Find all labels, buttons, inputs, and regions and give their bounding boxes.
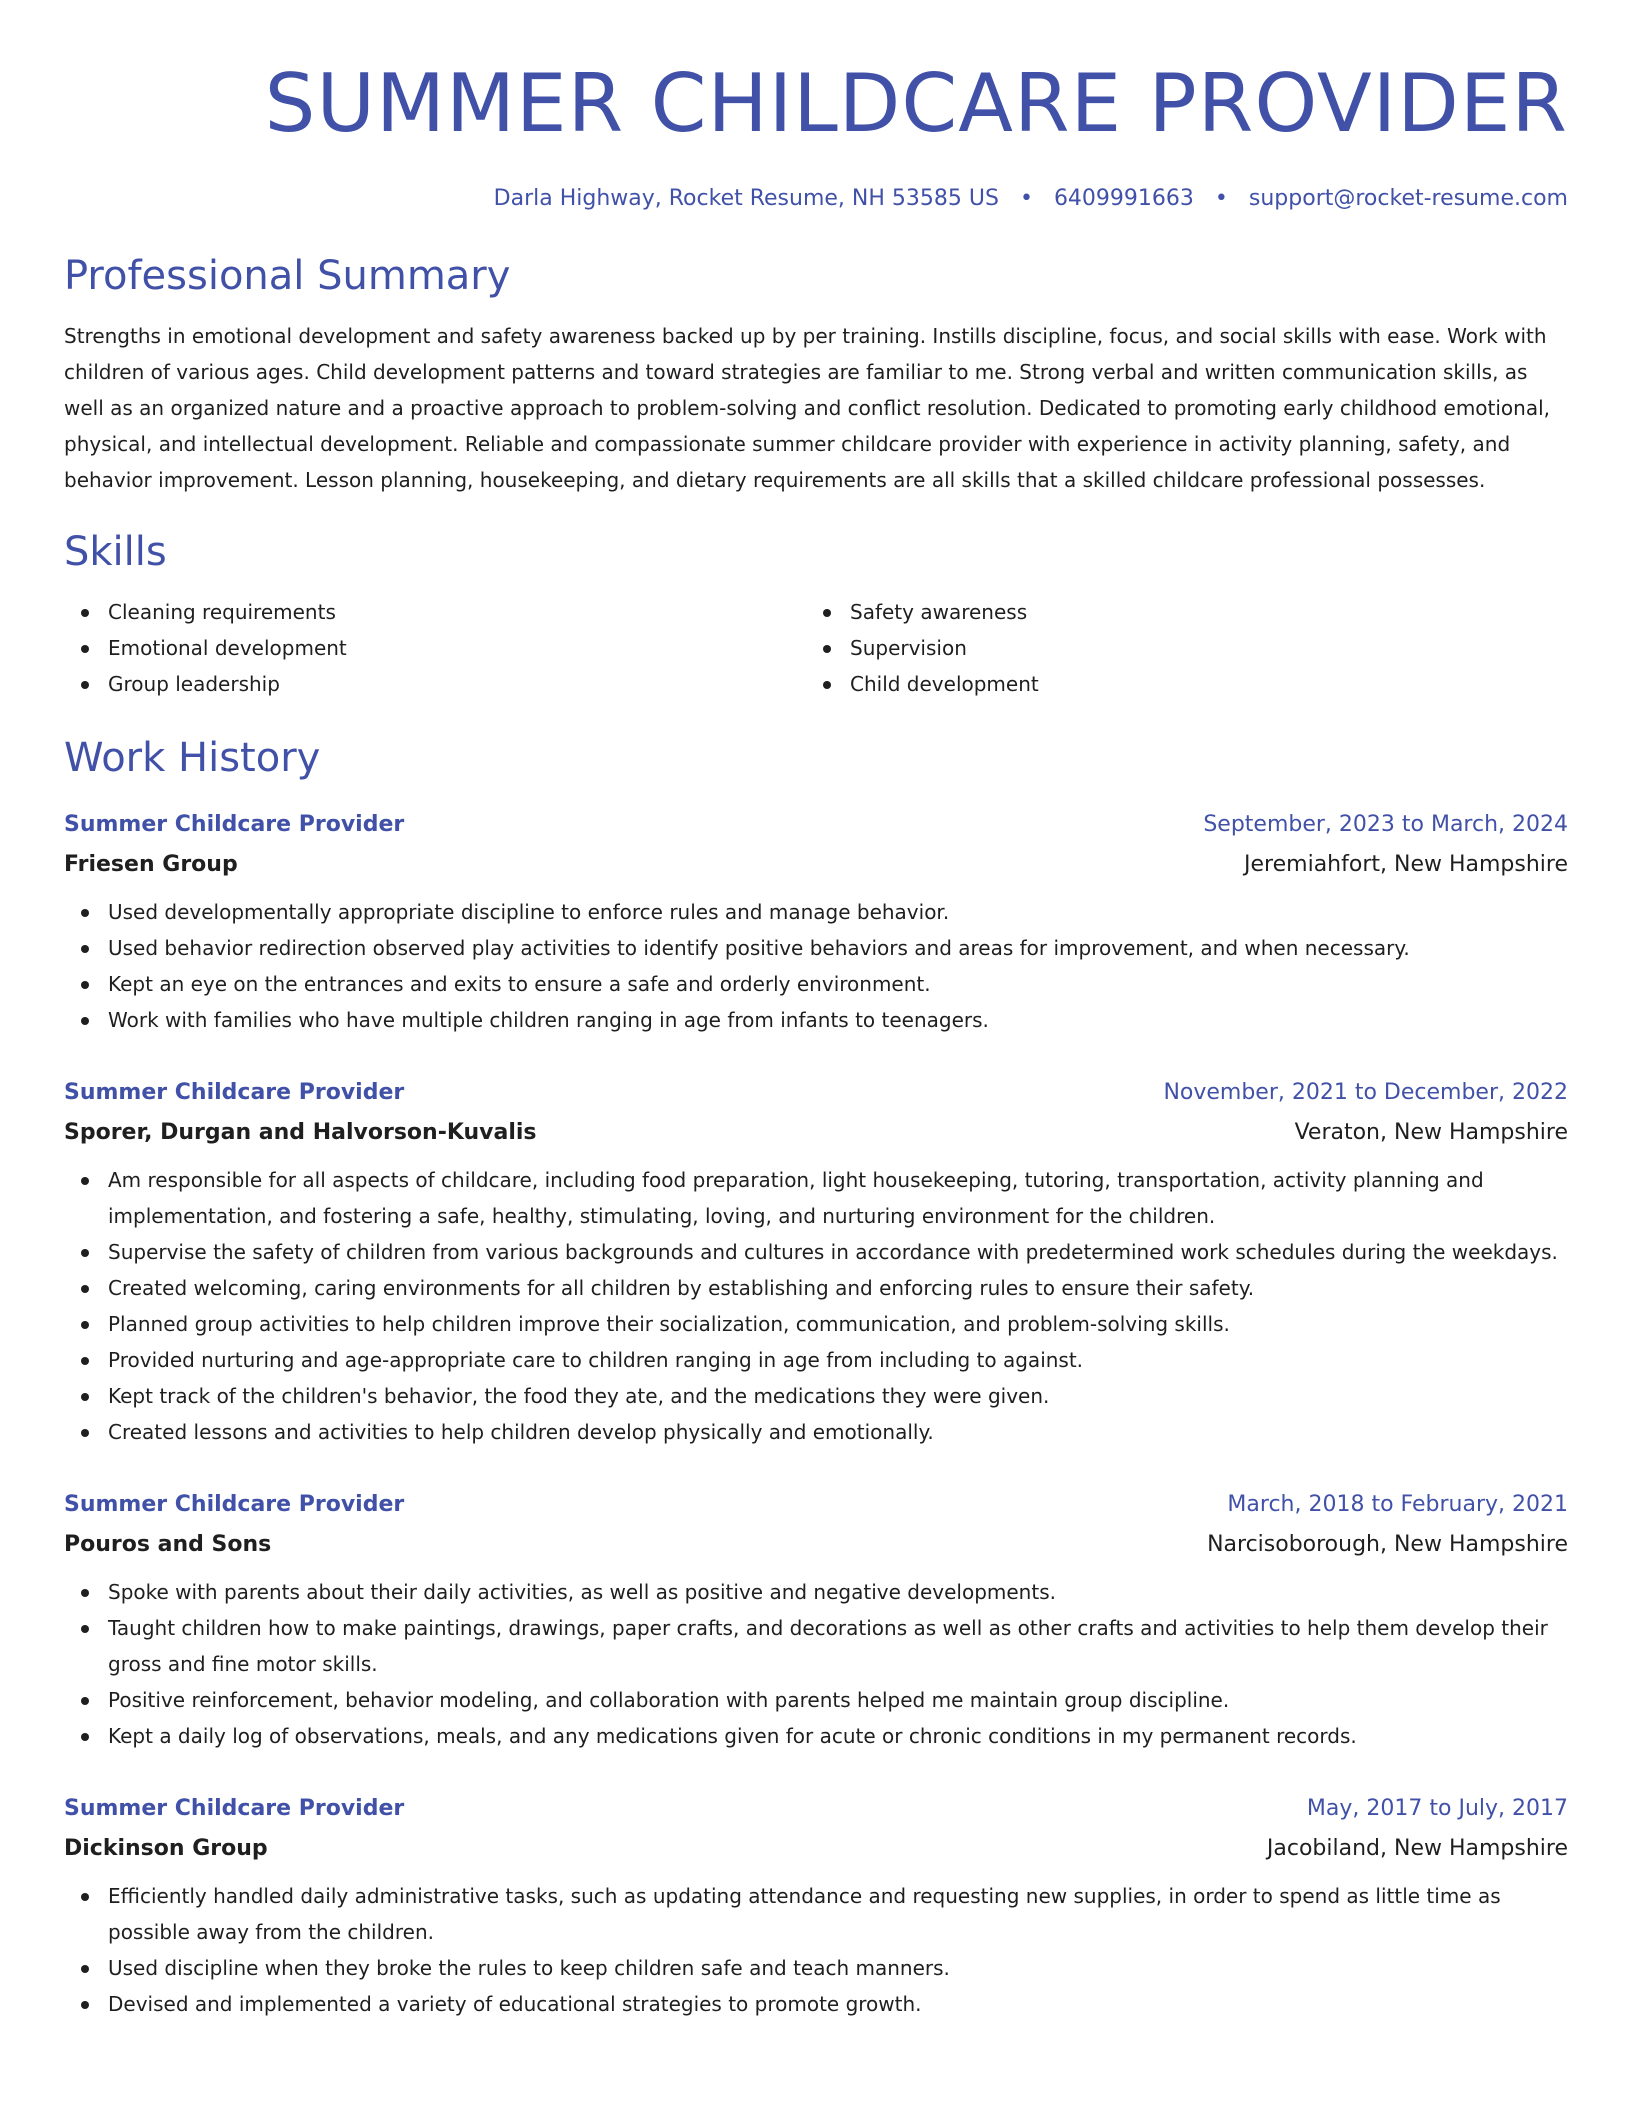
summary-text: Strengths in emotional development and safety awareness backed up by per training. Instills discipline, focus, and social skills with ease. Work with children of various ages. Child development patterns and toward strategies are familiar to me. Strong verbal and written communication skills, as well as an organized nature and a proactive approach to problem-solving and conflict resolution. Dedicated to promoting early childhood emotional, physical, and intellectual development. Reliable and compassionate summer childcare provider with experience in activity planning, safety, and behavior improvement. Lesson planning, housekeeping, and dietary requirements are all skills that a skilled childcare professional possesses.	[64, 324, 1551, 492]
job-bullet: Positive reinforcement, behavior modeling, and collaboration with parents helped me maintain group discipline.	[64, 1682, 1568, 1718]
job-bullets	[64, 1162, 1568, 1450]
job-title: Summer Childcare Provider	[64, 812, 405, 837]
job-bullet: Spoke with parents about their daily activities, as well as positive and negative developments.	[64, 1574, 1568, 1610]
job-title: Summer Childcare Provider	[64, 1080, 405, 1105]
job-subheader	[64, 1834, 1568, 1864]
job-bullet: Am responsible for all aspects of childcare, including food preparation, light housekeeping, tutoring, transportation, activity planning and implementation, and fostering a safe, healthy, stimulating, loving, and nurturing environment for the children.	[64, 1162, 1568, 1234]
job-location: Jeremiahfort, New Hampshire	[1244, 852, 1568, 877]
work-history-heading: Work History	[64, 735, 321, 781]
job-bullets	[64, 1878, 1568, 2022]
job-subheader	[64, 1118, 1568, 1148]
skills-heading: Skills	[64, 529, 167, 575]
skill-item: Cleaning requirements	[64, 594, 806, 630]
job-dates: September, 2023 to March, 2024	[1203, 812, 1568, 837]
job-header	[64, 1078, 1568, 1108]
job-subheader	[64, 850, 1568, 880]
job-location: Jacobiland, New Hampshire	[1266, 1836, 1568, 1861]
skills-list	[64, 594, 1568, 702]
job-entry	[64, 1078, 1568, 1450]
job-bullet: Created lessons and activities to help children develop physically and emotionally.	[64, 1414, 1568, 1450]
job-bullet: Planned group activities to help children improve their socialization, communication, and problem-solving skills.	[64, 1306, 1568, 1342]
job-bullets	[64, 1574, 1568, 1754]
job-company: Friesen Group	[64, 852, 238, 877]
job-bullet: Kept an eye on the entrances and exits to ensure a safe and orderly environment.	[64, 966, 1568, 1002]
skill-item: Child development	[806, 666, 1548, 702]
skill-item: Supervision	[806, 630, 1548, 666]
job-bullets	[64, 894, 1568, 1038]
job-company: Sporer, Durgan and Halvorson-Kuvalis	[64, 1120, 537, 1145]
contact-address: Darla Highway, Rocket Resume, NH 53585 US	[493, 186, 999, 211]
job-bullet: Supervise the safety of children from various backgrounds and cultures in accordance with predetermined work schedules during the weekdays.	[64, 1234, 1568, 1270]
job-dates: November, 2021 to December, 2022	[1163, 1080, 1568, 1105]
job-company: Pouros and Sons	[64, 1532, 272, 1557]
contact-line	[64, 184, 1568, 214]
job-entry	[64, 1794, 1568, 2022]
job-dates: May, 2017 to July, 2017	[1306, 1796, 1568, 1821]
skill-item: Group leadership	[64, 666, 806, 702]
job-company: Dickinson Group	[64, 1836, 268, 1861]
job-bullet: Work with families who have multiple children ranging in age from infants to teenagers.	[64, 1002, 1568, 1038]
resume-name: SUMMER CHILDCARE PROVIDER	[264, 57, 1568, 150]
job-bullet: Kept a daily log of observations, meals, and any medications given for acute or chronic conditions in my permanent records.	[64, 1718, 1568, 1754]
job-title: Summer Childcare Provider	[64, 1492, 405, 1517]
job-subheader	[64, 1530, 1568, 1560]
skill-item: Safety awareness	[806, 594, 1548, 630]
job-bullet: Devised and implemented a variety of educational strategies to promote growth.	[64, 1986, 1568, 2022]
job-bullet: Created welcoming, caring environments for all children by establishing and enforcing rules to ensure their safety.	[64, 1270, 1568, 1306]
job-bullet: Used behavior redirection observed play activities to identify positive behaviors and areas for improvement, and when necessary.	[64, 930, 1568, 966]
job-bullet: Kept track of the children's behavior, the food they ate, and the medications they were given.	[64, 1378, 1568, 1414]
job-header	[64, 1490, 1568, 1520]
contact-email: support@rocket-resume.com	[1248, 186, 1568, 211]
job-title: Summer Childcare Provider	[64, 1796, 405, 1821]
job-header	[64, 810, 1568, 840]
contact-separator: •	[1019, 186, 1033, 211]
job-bullet: Used discipline when they broke the rules to keep children safe and teach manners.	[64, 1950, 1568, 1986]
job-location: Veraton, New Hampshire	[1294, 1120, 1568, 1145]
contact-separator: •	[1214, 186, 1228, 211]
skills-column-left	[64, 594, 806, 702]
skill-item: Emotional development	[64, 630, 806, 666]
job-entry	[64, 810, 1568, 1038]
job-bullet: Used developmentally appropriate discipline to enforce rules and manage behavior.	[64, 894, 1568, 930]
summary-heading: Professional Summary	[64, 253, 511, 299]
job-location: Narcisoborough, New Hampshire	[1207, 1532, 1568, 1557]
contact-phone: 6409991663	[1053, 186, 1194, 211]
job-header	[64, 1794, 1568, 1824]
job-dates: March, 2018 to February, 2021	[1227, 1492, 1568, 1517]
job-bullet: Taught children how to make paintings, drawings, paper crafts, and decorations as well as other crafts and activities to help them develop their gross and fine motor skills.	[64, 1610, 1568, 1682]
job-entry	[64, 1490, 1568, 1754]
job-bullet: Efficiently handled daily administrative tasks, such as updating attendance and requesting new supplies, in order to spend as little time as possible away from the children.	[64, 1878, 1568, 1950]
job-bullet: Provided nurturing and age-appropriate care to children ranging in age from including to against.	[64, 1342, 1568, 1378]
skills-column-right	[806, 594, 1548, 702]
